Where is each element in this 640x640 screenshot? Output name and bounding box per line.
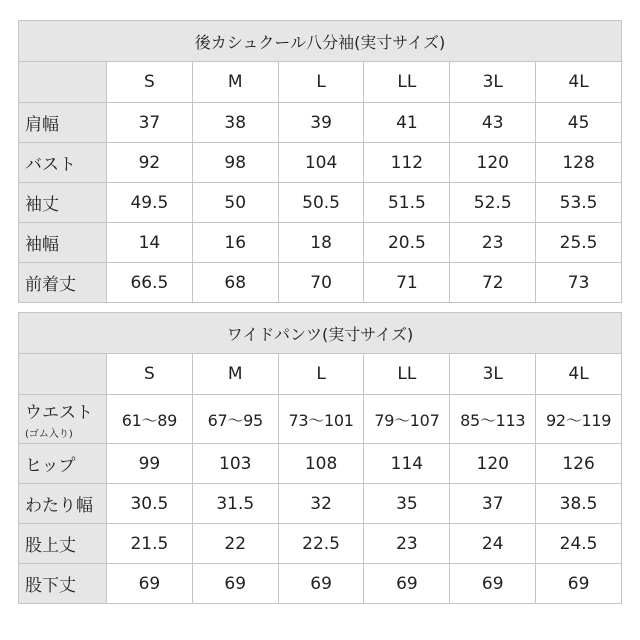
table-cell: 103 [192,444,278,484]
table-cell: 68 [192,263,278,303]
table-cell: 126 [536,444,622,484]
table-cell: 35 [364,484,450,524]
table-cell: 45 [536,103,622,143]
row-label [19,395,107,444]
table-cell: 14 [107,223,193,263]
table-cell: 79〜107 [364,395,450,444]
row-label-main: ウエスト [25,403,93,423]
table-row [19,444,622,484]
table-cell: 38.5 [536,484,622,524]
top-size-table [18,20,622,303]
column-header: LL [364,354,450,395]
table-cell: 22 [192,524,278,564]
table-row [19,183,622,223]
table-cell: 52.5 [450,183,536,223]
table-cell: 128 [536,143,622,183]
table-cell: 69 [107,564,193,604]
table-cell: 69 [192,564,278,604]
table-cell: 120 [450,444,536,484]
table-cell: 92〜119 [536,395,622,444]
table-cell: 38 [192,103,278,143]
table-cell: 50.5 [278,183,364,223]
table-cell: 32 [278,484,364,524]
table-cell: 23 [364,524,450,564]
column-header: LL [364,62,450,103]
column-header: 3L [450,62,536,103]
table-cell: 37 [450,484,536,524]
table-cell: 73〜101 [278,395,364,444]
table-cell: 70 [278,263,364,303]
column-header-row [19,354,622,395]
bottom-size-table [18,312,622,604]
table-cell: 72 [450,263,536,303]
table-cell: 112 [364,143,450,183]
table-title: ワイドパンツ(実寸サイズ) [19,313,622,354]
column-header: M [192,62,278,103]
table-cell: 53.5 [536,183,622,223]
table-cell: 25.5 [536,223,622,263]
table-cell: 85〜113 [450,395,536,444]
table-cell: 39 [278,103,364,143]
table-row [19,395,622,444]
table-cell: 23 [450,223,536,263]
row-label: わたり幅 [19,484,107,524]
table-cell: 61〜89 [107,395,193,444]
column-header: M [192,354,278,395]
column-header: 4L [536,62,622,103]
table-cell: 108 [278,444,364,484]
row-label: ヒップ [19,444,107,484]
table-cell: 120 [450,143,536,183]
row-label: 股下丈 [19,564,107,604]
table-cell: 16 [192,223,278,263]
table-cell: 73 [536,263,622,303]
table-cell: 30.5 [107,484,193,524]
row-label: 肩幅 [19,103,107,143]
header-corner-cell [19,62,107,103]
column-header: L [278,354,364,395]
table-cell: 31.5 [192,484,278,524]
table-cell: 92 [107,143,193,183]
table-cell: 50 [192,183,278,223]
table-row [19,524,622,564]
row-label: 前着丈 [19,263,107,303]
table-cell: 49.5 [107,183,193,223]
table-cell: 67〜95 [192,395,278,444]
table-row [19,143,622,183]
table-row [19,564,622,604]
table-cell: 20.5 [364,223,450,263]
table-cell: 71 [364,263,450,303]
table-cell: 51.5 [364,183,450,223]
table-cell: 22.5 [278,524,364,564]
row-sublabel: (ゴム入り) [25,429,73,440]
table-row [19,263,622,303]
column-header: 4L [536,354,622,395]
row-label: 股上丈 [19,524,107,564]
column-header: S [107,62,193,103]
table-title: 後カシュクール八分袖(実寸サイズ) [19,21,622,62]
table-cell: 69 [364,564,450,604]
table-row [19,223,622,263]
row-label: 袖幅 [19,223,107,263]
header-corner-cell [19,354,107,395]
table-row [19,103,622,143]
table-cell: 21.5 [107,524,193,564]
table-cell: 66.5 [107,263,193,303]
row-label: 袖丈 [19,183,107,223]
table-cell: 69 [278,564,364,604]
table-cell: 24 [450,524,536,564]
table-cell: 104 [278,143,364,183]
table-cell: 18 [278,223,364,263]
table-cell: 41 [364,103,450,143]
table-cell: 24.5 [536,524,622,564]
column-header-row [19,62,622,103]
table-cell: 114 [364,444,450,484]
column-header: L [278,62,364,103]
table-cell: 43 [450,103,536,143]
column-header: S [107,354,193,395]
table-cell: 69 [536,564,622,604]
table-cell: 69 [450,564,536,604]
table-row [19,484,622,524]
row-label: バスト [19,143,107,183]
column-header: 3L [450,354,536,395]
table-cell: 98 [192,143,278,183]
table-cell: 99 [107,444,193,484]
table-cell: 37 [107,103,193,143]
